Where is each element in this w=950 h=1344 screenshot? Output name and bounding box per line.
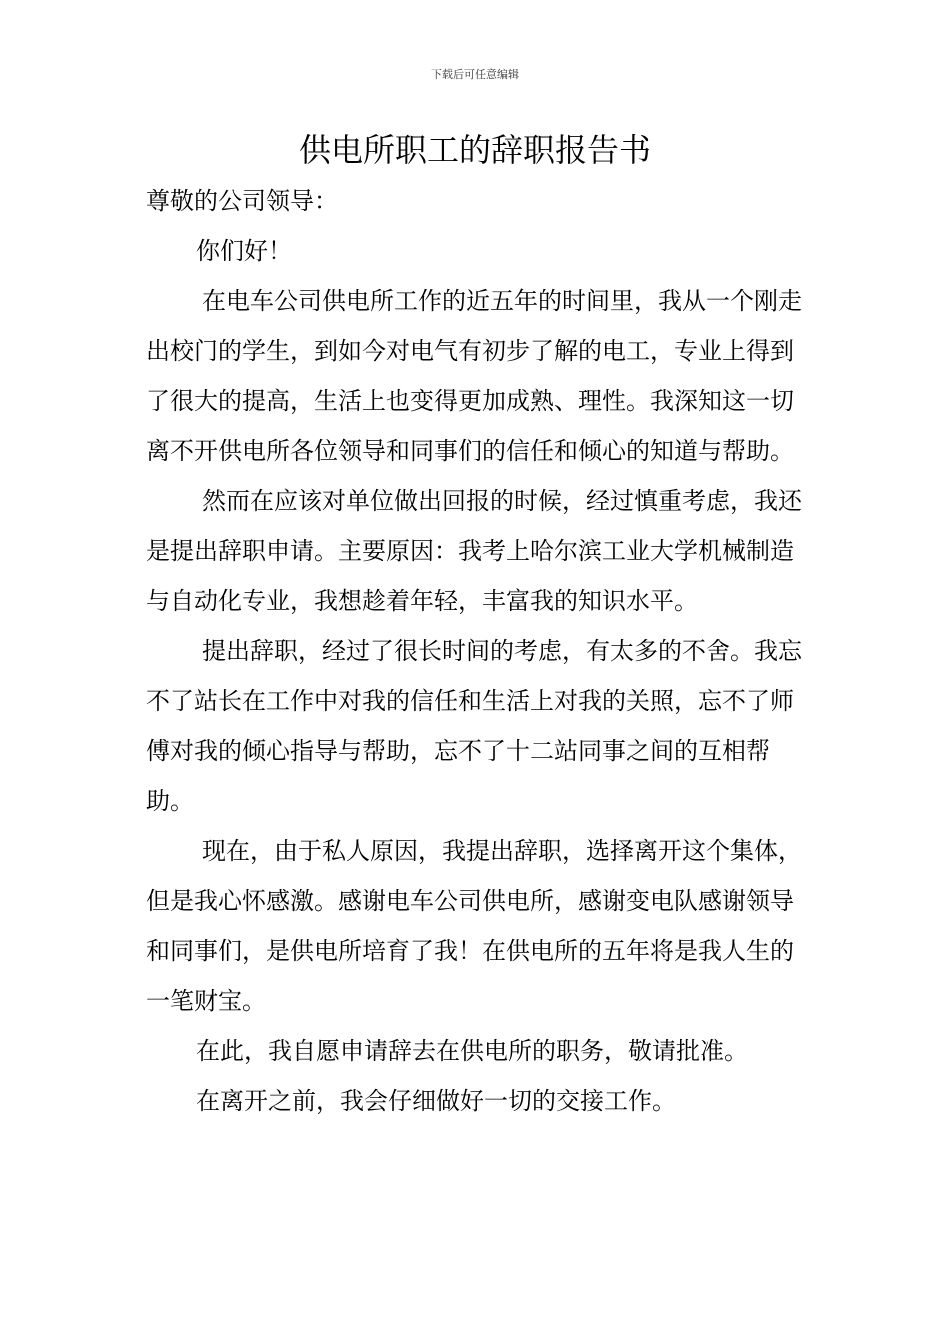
page-header-note: 下载后可任意编辑 — [431, 68, 519, 81]
paragraph-3: 提出辞职，经过了很长时间的考虑，有太多的不舍。我忘不了站长在工作中对我的信任和生活上对我的关照，忘不了师傅对我的倾心指导与帮助，忘不了十二站同事之间的互相帮助。 — [146, 637, 802, 815]
closing-line-2: 在离开之前，我会仔细做好一切的交接工作。 — [196, 1087, 676, 1115]
greeting: 你们好！ — [196, 237, 292, 265]
letter-body — [146, 176, 812, 1126]
paragraph-2: 然而在应该对单位做出回报的时候，经过慎重考虑，我还是提出辞职申请。主要原因：我考上哈尔滨工业大学机械制造与自动化专业，我想趁着年轻，丰富我的知识水平。 — [146, 487, 802, 615]
paragraph-1: 在电车公司供电所工作的近五年的时间里，我从一个刚走出校门的学生，到如今对电气有初步了解的电工，专业上得到了很大的提高，生活上也变得更加成熟、理性。我深知这一切离不开供电所各位领导和同事们的信任和倾心的知道与帮助。 — [146, 287, 802, 465]
paragraph-4: 现在，由于私人原因，我提出辞职，选择离开这个集体，但是我心怀感激。感谢电车公司供电所，感谢变电队感谢领导和同事们，是供电所培育了我！在供电所的五年将是我人生的一笔财宝。 — [146, 837, 802, 1015]
closing-line-1: 在此，我自愿申请辞去在供电所的职务，敬请批准。 — [196, 1037, 748, 1065]
document-title: 供电所职工的辞职报告书 — [298, 131, 651, 169]
salutation: 尊敬的公司领导： — [146, 187, 338, 215]
